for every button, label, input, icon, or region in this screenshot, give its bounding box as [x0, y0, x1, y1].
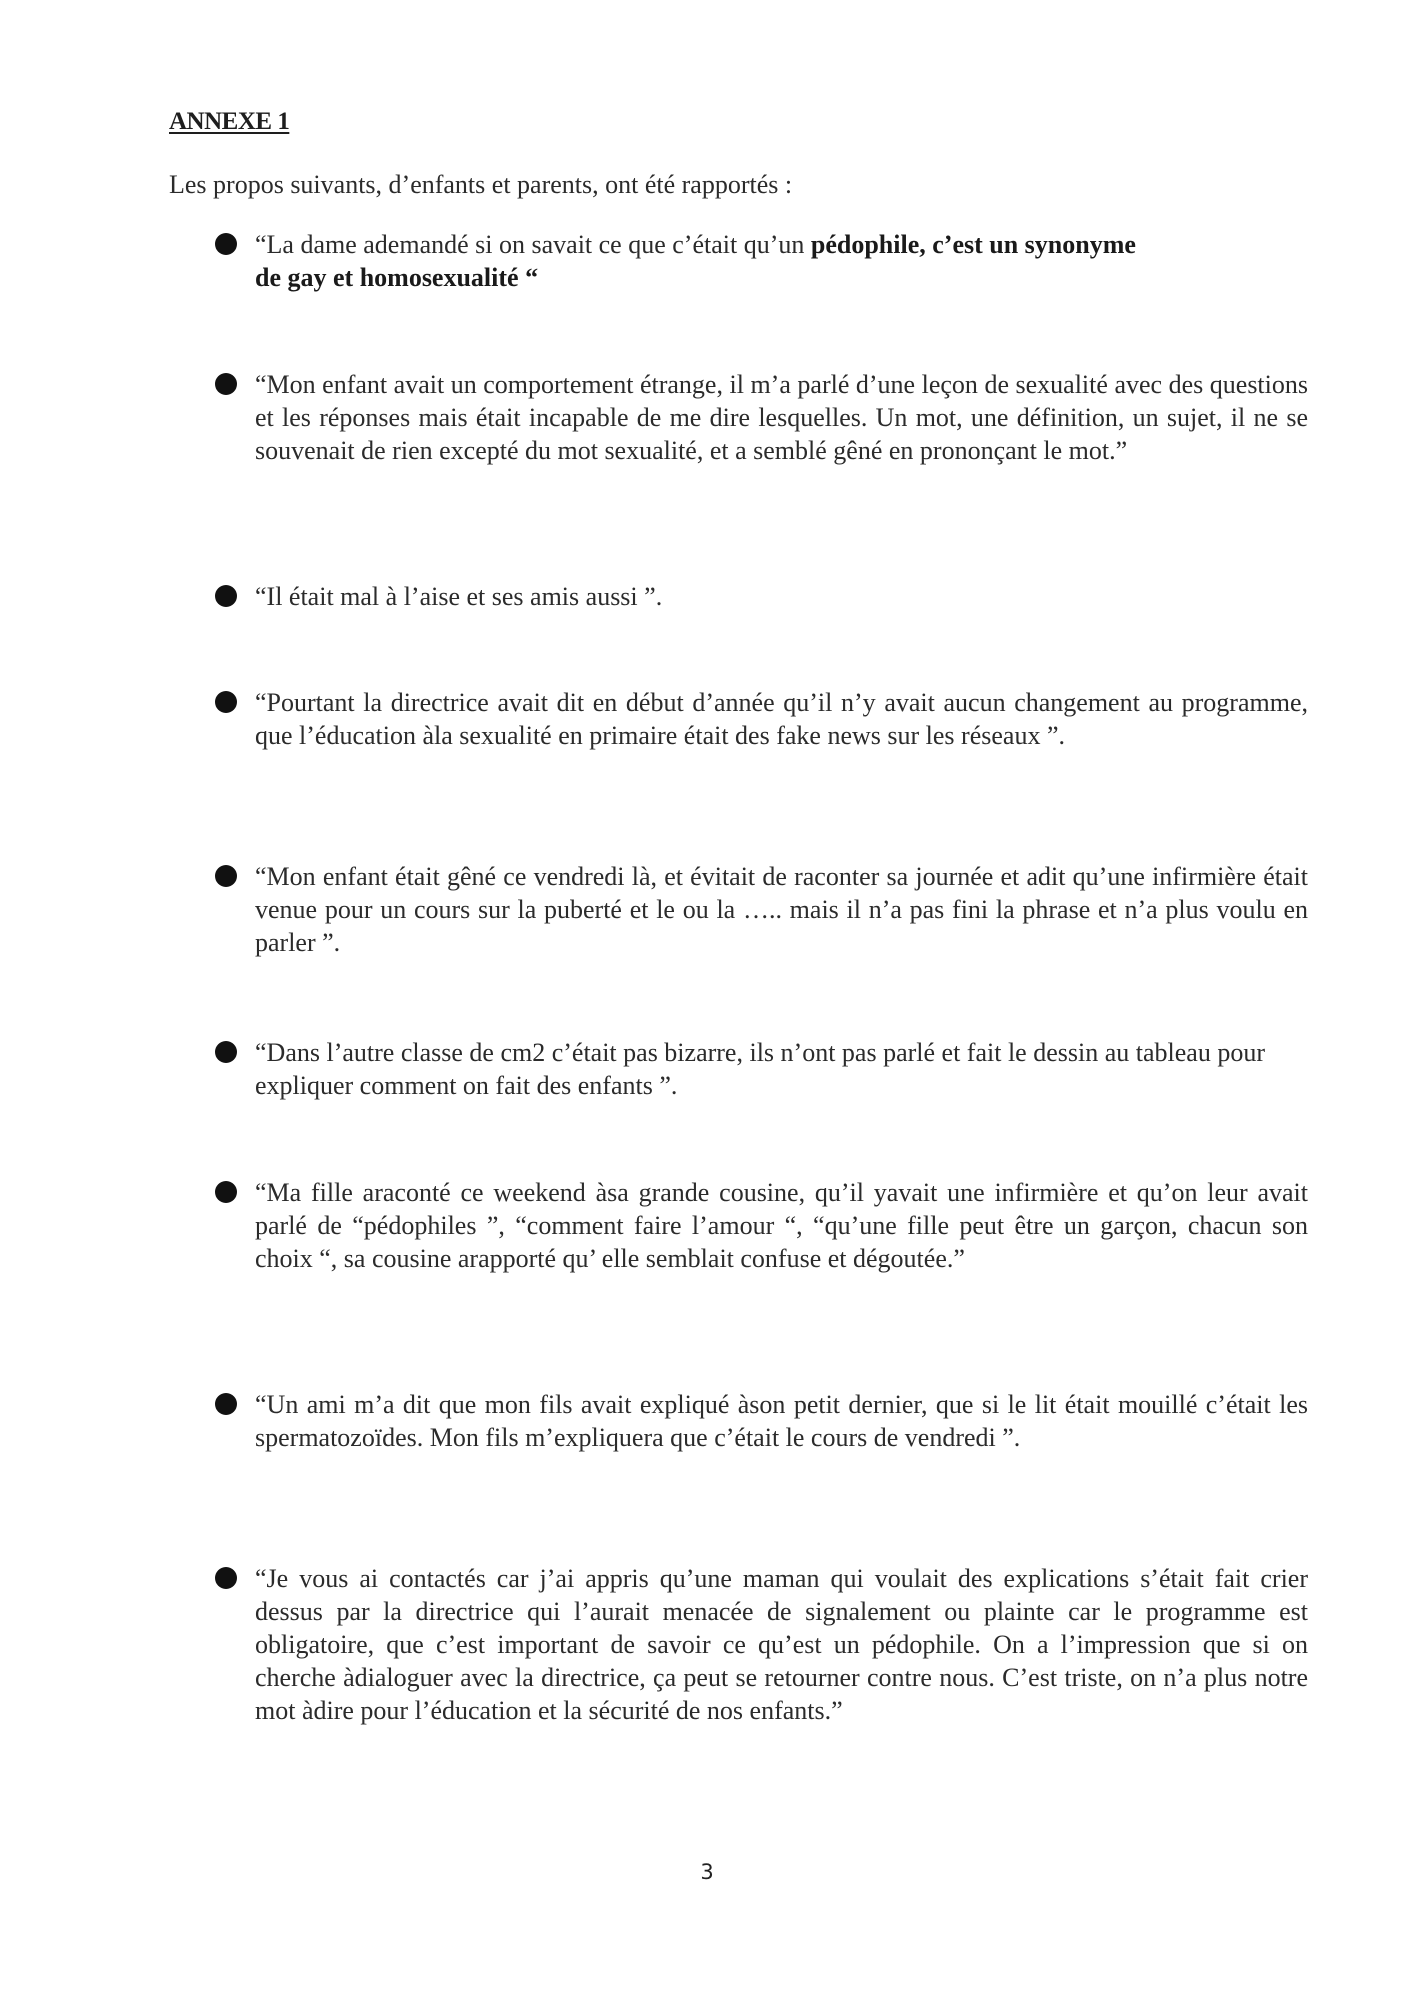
quote-text-bold: pédophile, c’est un synonyme de gay et homosexualité “: [255, 230, 1136, 292]
bullet-icon: [215, 1567, 237, 1589]
quote-text-regular: “La dame ademandé si on savait ce que c’était qu’un: [255, 230, 811, 259]
quote-text: “Mon enfant était gêné ce vendredi là, et évitait de raconter sa journée et adit qu’une infirmière était venue pour un cours sur la puberté et le ou la ….. mais il n’a pas fini la phrase et n’a plus voulu en parler ”.: [255, 862, 1308, 957]
quote-text: “Je vous ai contactés car j’ai appris qu’une maman qui voulait des explications s’était fait crier dessus par la directrice qui l’aurait menacée de signalement ou plainte car le programme est obligatoire, que c’est important de savoir ce qu’est un pédophile. On a l’impression que si on cherche àdialoguer avec la directrice, ça peut se retourner contre nous. C’est triste, on n’a plus notre mot àdire pour l’éducation et la sécurité de nos enfants.”: [255, 1564, 1308, 1725]
quote-text: “Pourtant la directrice avait dit en début d’année qu’il n’y avait aucun changement au programme, que l’éducation àla sexualité en primaire était des fake news sur les réseaux ”.: [255, 688, 1308, 750]
quote-item: [215, 1176, 1308, 1275]
bullet-icon: [215, 585, 237, 607]
quote-text: [255, 228, 1155, 294]
bullet-icon: [215, 1041, 237, 1063]
quote-item: [215, 580, 1308, 613]
quote-text: “Un ami m’a dit que mon fils avait expliqué àson petit dernier, que si le lit était mouillé c’était les spermatozoïdes. Mon fils m’expliquera que c’était le cours de vendredi ”.: [255, 1390, 1308, 1452]
bullet-icon: [215, 691, 237, 713]
intro-paragraph: Les propos suivants, d’enfants et parents, ont été rapportés :: [169, 170, 793, 199]
quote-item: [215, 686, 1308, 752]
bullet-icon: [215, 233, 237, 255]
quote-item: [215, 1388, 1308, 1454]
bullet-icon: [215, 1393, 237, 1415]
quote-text: “Mon enfant avait un comportement étrange, il m’a parlé d’une leçon de sexualité avec des questions et les réponses mais était incapable de me dire lesquelles. Un mot, une définition, un sujet, il ne se souvenait de rien excepté du mot sexualité, et a semblé gêné en prononçant le mot.”: [255, 370, 1308, 465]
annex-heading: ANNEXE 1: [169, 108, 290, 135]
quote-item: [215, 1036, 1308, 1102]
bullet-icon: [215, 865, 237, 887]
page-number: 3: [700, 1860, 714, 1884]
bullet-icon: [215, 373, 237, 395]
quote-text: “Dans l’autre classe de cm2 c’était pas bizarre, ils n’ont pas parlé et fait le dessin au tableau pour expliquer comment on fait des enfants ”.: [255, 1038, 1265, 1100]
quote-item: [215, 228, 1308, 294]
quote-item: [215, 1562, 1308, 1727]
quote-item: [215, 860, 1308, 959]
bullet-icon: [215, 1181, 237, 1203]
quote-text: “Ma fille araconté ce weekend àsa grande cousine, qu’il yavait une infirmière et qu’on leur avait parlé de “pédophiles ”, “comment faire l’amour “, “qu’une fille peut être un garçon, chacun son choix “, sa cousine arapporté qu’ elle semblait confuse et dégoutée.”: [255, 1178, 1308, 1273]
quote-item: [215, 368, 1308, 467]
quote-text: “Il était mal à l’aise et ses amis aussi ”.: [255, 582, 663, 611]
